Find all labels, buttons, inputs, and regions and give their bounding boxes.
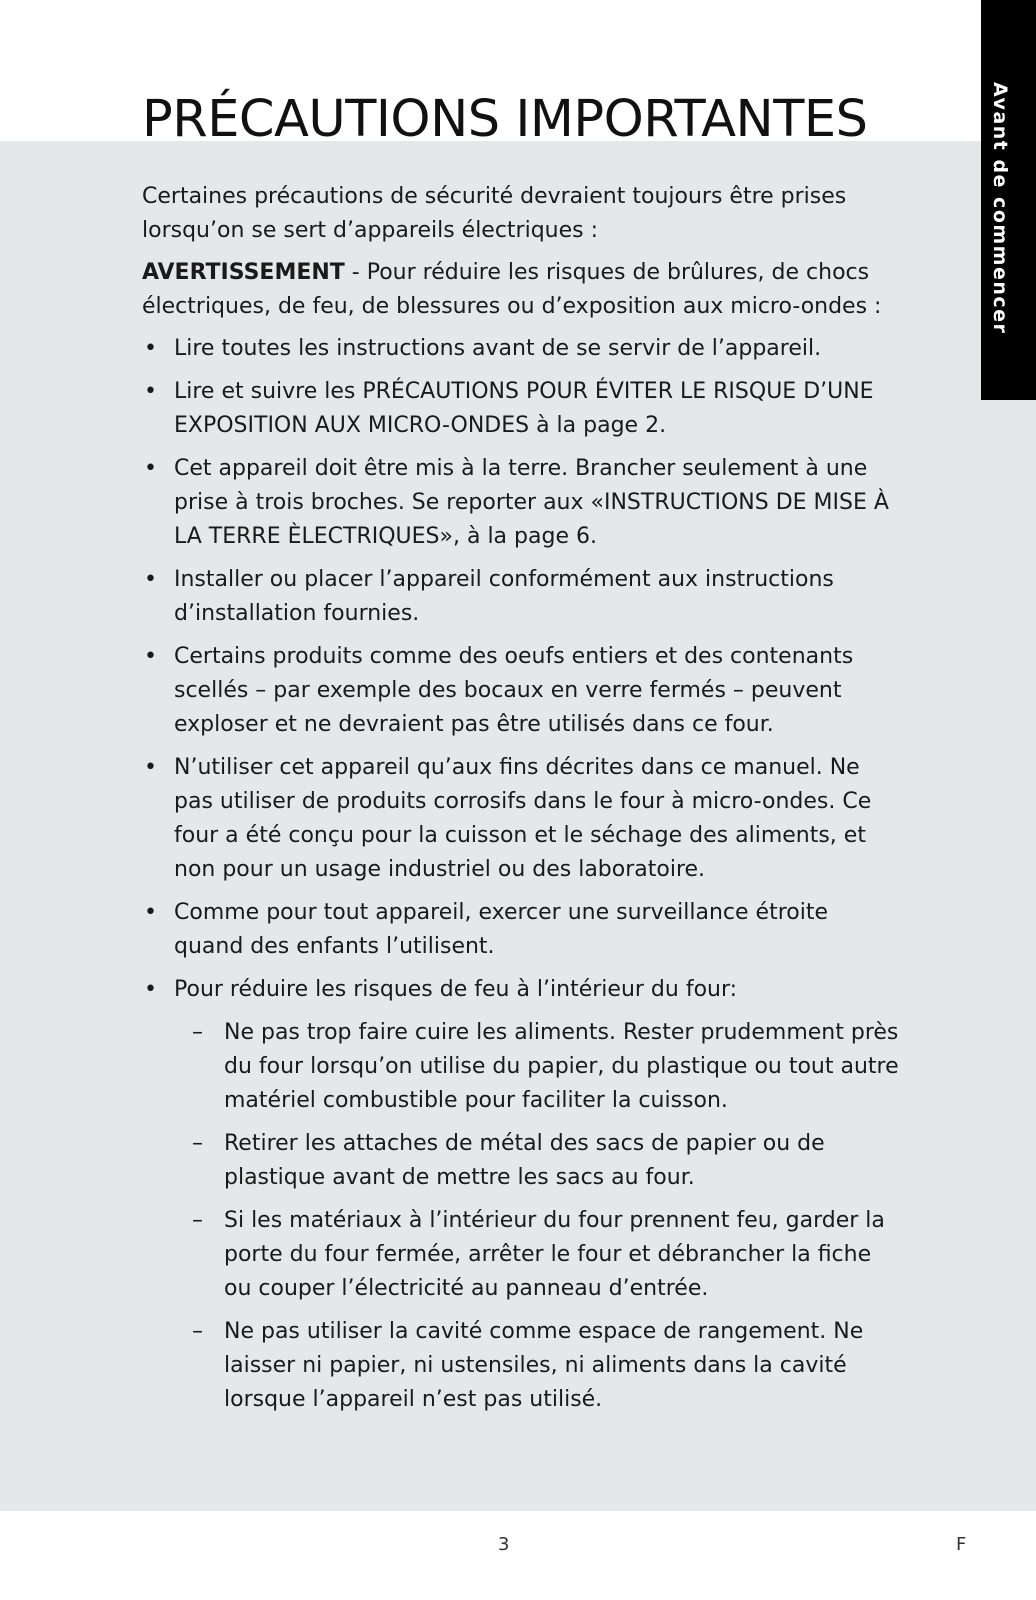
dash-icon: – <box>192 1020 203 1045</box>
precautions-list <box>142 332 902 1417</box>
list-item-text: Cet appareil doit être mis à la terre. Brancher seulement à une prise à trois broches. Se reporter aux «INSTRUCTIONS DE MISE À LA TERRE ÈLECTRIQUES», à la page 6. <box>174 456 889 549</box>
list-item <box>142 751 902 887</box>
page-title: PRÉCAUTIONS IMPORTANTES <box>142 90 868 149</box>
list-item-text: Lire et suivre les PRÉCAUTIONS POUR ÉVITER LE RISQUE D’UNE EXPOSITION AUX MICRO-ONDES à la page 2. <box>174 379 874 438</box>
list-item <box>142 973 902 1417</box>
section-tab-label: Avant de commencer <box>989 82 1011 335</box>
sub-list-item <box>174 1127 902 1195</box>
bullet-icon: • <box>144 336 157 361</box>
intro-paragraph: Certaines précautions de sécurité devraient toujours être prises lorsqu’on se sert d’appareils électriques : <box>142 184 847 243</box>
dash-icon: – <box>192 1131 203 1156</box>
list-item <box>142 896 902 964</box>
sub-list-item-text: Retirer les attaches de métal des sacs de papier ou de plastique avant de mettre les sacs au four. <box>224 1131 825 1190</box>
sub-list-item-text: Si les matériaux à l’intérieur du four prennent feu, garder la porte du four fermée, arrêter le four et débrancher la fiche ou couper l’électricité au panneau d’entrée. <box>224 1208 885 1301</box>
bullet-icon: • <box>144 567 157 592</box>
list-item-text: Certains produits comme des oeufs entiers et des contenants scellés – par exemple des bocaux en verre fermés – peuvent exploser et ne devraient pas être utilisés dans ce four. <box>174 644 854 737</box>
warning-paragraph <box>142 256 902 324</box>
fire-precautions-sublist <box>174 1016 902 1417</box>
bullet-icon: • <box>144 900 157 925</box>
bullet-icon: • <box>144 977 157 1002</box>
sub-list-item-text: Ne pas utiliser la cavité comme espace de rangement. Ne laisser ni papier, ni ustensiles, ni aliments dans la cavité lorsque l’appareil n’est pas utilisé. <box>224 1319 864 1412</box>
list-item-text: Pour réduire les risques de feu à l’intérieur du four: <box>174 977 738 1002</box>
dash-icon: – <box>192 1208 203 1233</box>
list-item-text: N’utiliser cet appareil qu’aux fins décrites dans ce manuel. Ne pas utiliser de produits corrosifs dans le four à micro-ondes. Ce four a été conçu pour la cuisson et le séchage des aliments, et non pour un usage industriel ou des laboratoire. <box>174 755 872 882</box>
bullet-icon: • <box>144 379 157 404</box>
sub-list-item-text: Ne pas trop faire cuire les aliments. Rester prudemment près du four lorsqu’on utilise du papier, du plastique ou tout autre matériel combustible pour faciliter la cuisson. <box>224 1020 899 1113</box>
sub-list-item <box>174 1315 902 1417</box>
sub-list-item <box>174 1016 902 1118</box>
warning-label: AVERTISSEMENT <box>142 260 345 285</box>
list-item <box>142 452 902 554</box>
list-item-text: Installer ou placer l’appareil conformément aux instructions d’installation fournies. <box>174 567 834 626</box>
bullet-icon: • <box>144 755 157 780</box>
list-item-text: Comme pour tout appareil, exercer une surveillance étroite quand des enfants l’utilisent. <box>174 900 828 959</box>
bullet-icon: • <box>144 456 157 481</box>
warning-text: - Pour réduire les risques de brûlures, de chocs électriques, de feu, de blessures ou d’exposition aux micro-ondes : <box>142 260 882 319</box>
sub-list-item <box>174 1204 902 1306</box>
list-item-text: Lire toutes les instructions avant de se servir de l’appareil. <box>174 336 822 361</box>
list-item <box>142 640 902 742</box>
list-item <box>142 375 902 443</box>
page-number: 3 <box>498 1534 510 1555</box>
main-content <box>142 90 902 1426</box>
bullet-icon: • <box>144 644 157 669</box>
list-item <box>142 563 902 631</box>
dash-icon: – <box>192 1319 203 1344</box>
language-code: F <box>956 1534 967 1555</box>
list-item <box>142 332 902 366</box>
